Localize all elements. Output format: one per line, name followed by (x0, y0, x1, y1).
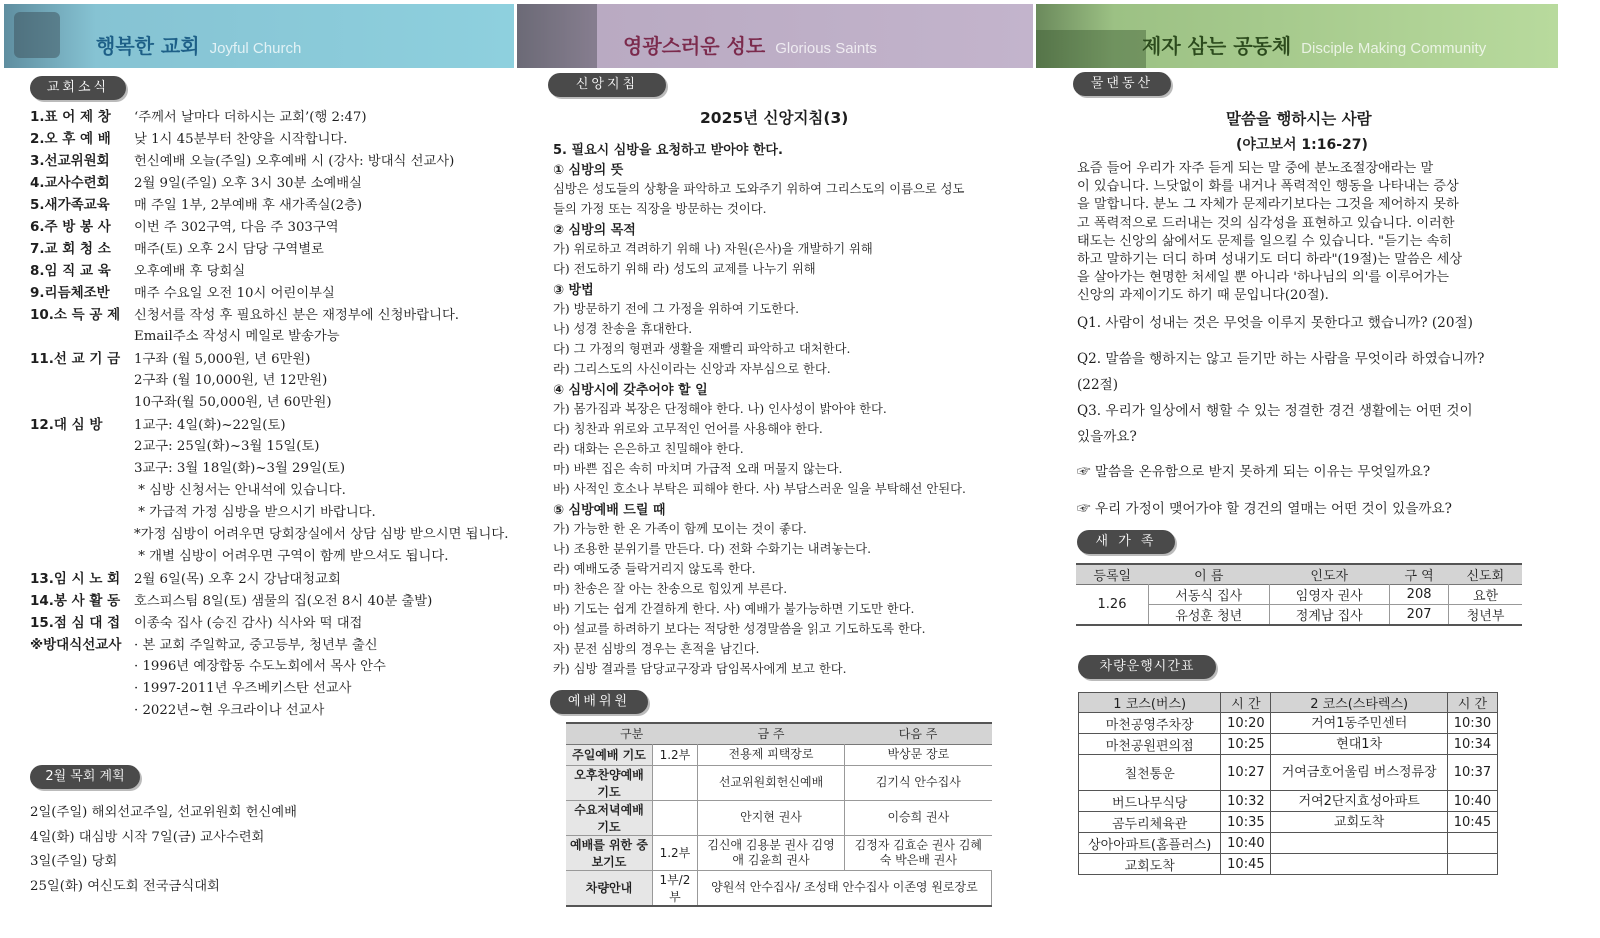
table-header: 인도자 (1310, 569, 1349, 584)
news-item-text: 신청서를 작성 후 필요하신 분은 재정부에 신청바랍니다. (134, 308, 460, 323)
gift-icon (14, 12, 60, 58)
meditation-question: ☞ 우리 가정이 맺어가야 할 경건의 열매는 어떤 것이 있을까요? (1077, 501, 1452, 517)
table-cell: 10:30 (1453, 715, 1492, 731)
news-item (30, 303, 459, 323)
news-item-text: 매 주일 1부, 2부예배 후 새가족실(2층) (134, 198, 363, 213)
news-item-text: · 2022년~현 우크라이나 선교사 (134, 703, 325, 718)
faith-line: 가) 위로하고 격려하기 위해 나) 자원(은사)을 개발하기 위해 (553, 242, 873, 256)
news-item-text: · 1996년 예장합동 수도노회에서 목사 안수 (134, 659, 386, 674)
news-item (30, 413, 286, 433)
meditation-question: 있을까요? (1077, 429, 1137, 445)
table-row (566, 765, 992, 800)
plan-line: 2일(주일) 해외선교주일, 선교위원회 헌신예배 (30, 805, 297, 820)
table-header: 구 역 (1404, 569, 1434, 584)
table-cell: 청년부 (1466, 609, 1505, 624)
table-cell: 207 (1390, 605, 1449, 626)
news-item (30, 391, 332, 410)
news-item (30, 237, 324, 257)
meditation-line: 하고 말하기는 더디 하며 성내기도 더디 하라"(19절)는 말씀은 세상 (1077, 252, 1463, 267)
news-item (30, 149, 454, 169)
faith-line: 다) 전도하기 위해 라) 성도의 교제를 나누기 위해 (553, 262, 816, 276)
news-item (30, 655, 386, 674)
news-item-text: 헌신예배 오늘(주일) 오후예배 시 (강사: 방대식 선교사) (134, 154, 455, 169)
table-row (1079, 713, 1498, 734)
news-item-text: 이번 주 302구역, 다음 주 303구역 (134, 220, 339, 235)
table-cell: 유성훈 청년 (1149, 605, 1270, 626)
table-cell: 차량안내 (566, 870, 652, 906)
table-header: 신도회 (1466, 569, 1505, 584)
table-cell: 정계남 집사 (1269, 605, 1390, 626)
news-item (30, 567, 341, 587)
news-item-label: 13.임 시 노 회 (30, 571, 121, 587)
faith-line: ③ 방법 (553, 283, 594, 298)
meditation-title: 말씀을 행하시는 사람 (1226, 110, 1372, 128)
table-cell: 10:40 (1221, 833, 1271, 854)
table-cell: 1부/2부 (652, 870, 697, 906)
table-cell: 거여2단지효성아파트 (1271, 791, 1448, 812)
faith-line: 나) 조용한 분위기를 만든다. 다) 전화 수화기는 내려놓는다. (553, 542, 871, 556)
meditation-question: (22절) (1077, 377, 1119, 393)
meditation-line: 요즘 들어 우리가 자주 듣게 되는 말 중에 분노조절장애라는 말 (1077, 161, 1434, 176)
news-item (30, 259, 245, 279)
table-cell (1447, 854, 1497, 875)
table-cell: 김신애 김용분 권사 김영애 김윤희 권사 (697, 835, 844, 870)
faith-line: ⑤ 심방예배 드릴 때 (553, 503, 666, 518)
table-cell: 10:25 (1221, 734, 1271, 755)
faith-line: 라) 대화는 은은하고 친밀해야 한다. (553, 442, 744, 456)
table-cell: 208 (1390, 585, 1449, 605)
faith-line: 들의 가정 또는 직장을 방문하는 것이다. (553, 202, 767, 216)
table-cell: 김정자 김효순 권사 김혜숙 박은배 권사 (854, 837, 983, 867)
table-cell: 10:27 (1221, 755, 1271, 791)
news-item (30, 501, 376, 520)
faith-line: ② 심방의 목적 (553, 223, 636, 238)
table-header: 구분 (620, 727, 644, 742)
faith-line: ④ 심방시에 갖추어야 할 일 (553, 383, 708, 398)
news-item (30, 611, 362, 631)
table-header: 1 코스(버스) (1079, 693, 1221, 713)
table-cell: 거여1동주민센터 (1271, 713, 1448, 734)
news-item-label: 8.임 직 교 육 (30, 263, 111, 279)
table-cell: 10:35 (1221, 812, 1271, 833)
faith-line: 바) 기도는 쉽게 간결하게 한다. 사) 예배가 불가능하면 기도만 한다. (553, 602, 915, 616)
news-item (30, 281, 335, 301)
faith-line: 마) 바쁜 집은 속히 마치며 가급적 오래 머물지 않는다. (553, 462, 843, 476)
meditation-reference: (야고보서 1:16-27) (1236, 137, 1368, 153)
news-item-text: * 심방 신청서는 안내석에 있습니다. (134, 483, 346, 498)
header-title-en: Glorious Saints (775, 40, 877, 57)
news-item-text: 10구좌(월 50,000원, 년 60만원) (134, 395, 332, 410)
table-cell (1447, 833, 1497, 854)
header-disciple-community (1036, 4, 1558, 68)
plan-line: 3일(주일) 당회 (30, 854, 118, 869)
faith-line: 라) 그리스도의 사신이라는 신앙과 자부심으로 한다. (553, 362, 831, 376)
table-cell: 10:32 (1221, 791, 1271, 812)
news-item-label: 14.봉 사 활 동 (30, 593, 121, 609)
table-cell: 칠천통운 (1079, 755, 1221, 791)
table-row (1079, 734, 1498, 755)
table-cell: 10:45 (1221, 854, 1271, 875)
faith-line: 나) 성경 찬송을 휴대한다. (553, 322, 693, 336)
table-row (1079, 833, 1498, 854)
table-cell: 수요저녁예배 기도 (566, 800, 652, 835)
news-item-label: 5.새가족교육 (30, 197, 110, 213)
table-cell: 1.2부 (652, 835, 697, 870)
meditation-line: 신앙의 과제이기도 하기 때 문입니다(20절). (1077, 288, 1329, 304)
table-row (566, 800, 992, 835)
meditation-question: ☞ 말씀을 온유함으로 받지 못하게 되는 이유는 무엇일까요? (1077, 464, 1431, 480)
faith-line: 가) 가능한 한 온 가족이 함께 모이는 것이 좋다. (553, 522, 807, 536)
table-cell: 임영자 권사 (1269, 585, 1390, 605)
news-item-label: 2.오 후 예 배 (30, 131, 111, 147)
table-header: 금 주 (757, 727, 785, 742)
table-header: 이 름 (1194, 569, 1224, 584)
meditation-question: Q3. 우리가 일상에서 행할 수 있는 정결한 경건 생활에는 어떤 것이 (1077, 403, 1473, 419)
news-item-label: 7.교 회 청 소 (30, 241, 111, 257)
header-joyful-church (4, 4, 514, 68)
faith-line: 가) 방문하기 전에 그 가정을 위하여 기도한다. (553, 302, 799, 316)
table-cell: 요한 (1473, 589, 1499, 604)
table-cell: 양원석 안수집사/ 조성태 안수집사 이존영 원로장로 (697, 870, 991, 906)
worship-tag: 예배위원 (550, 690, 648, 714)
table-cell: 거여금호어울림 버스정류장 (1271, 755, 1448, 791)
table-cell: 박상문 장로 (887, 747, 950, 761)
meditation-line: 이 있습니다. 느닷없이 화를 내거나 폭력적인 행동을 나타내는 증상 (1077, 179, 1459, 195)
table-row (566, 835, 992, 870)
news-item (30, 523, 508, 542)
faith-title: 2025년 신앙지침(3) (700, 109, 849, 127)
news-item-text: 3교구: 3월 18일(화)~3월 29일(토) (134, 461, 346, 476)
table-row (1079, 791, 1498, 812)
faith-line: 5. 필요시 심방을 요청하고 받아야 한다. (553, 143, 783, 158)
table-cell: 곰두리체육관 (1079, 812, 1221, 833)
news-item-text: 호스피스팀 8일(토) 샘물의 집(오전 8시 40분 출발) (134, 594, 433, 609)
landscape-photo-icon (1036, 30, 1146, 68)
news-item-text: 매주 수요일 오전 10시 어린이부실 (134, 286, 335, 301)
news-item (30, 215, 339, 235)
news-tag: 교회소식 (30, 76, 126, 100)
news-item (30, 369, 327, 388)
news-item-label: 1.표 어 제 창 (30, 109, 111, 125)
news-item-label: 15.점 심 대 접 (30, 615, 121, 631)
table-cell: 10:34 (1453, 736, 1492, 752)
table-row (1079, 854, 1498, 875)
news-item-label: 12.대 심 방 (30, 417, 103, 433)
faith-line: 마) 찬송은 잘 아는 찬송으로 힘있게 부른다. (553, 582, 788, 596)
news-item-label: 4.교사수련회 (30, 175, 110, 191)
news-item (30, 435, 320, 454)
table-cell: 예배를 위한 중보기도 (566, 835, 652, 870)
news-item-text: · 1997-2011년 우즈베키스탄 선교사 (134, 681, 352, 696)
news-item-label: 10.소 득 공 제 (30, 307, 121, 323)
news-item (30, 699, 324, 718)
news-item (30, 633, 378, 653)
table-row (566, 870, 992, 906)
table-cell (652, 800, 697, 835)
news-item (30, 171, 362, 191)
news-item-text: * 가급적 가정 심방을 받으시기 바랍니다. (134, 505, 376, 520)
table-cell: 김기식 안수집사 (875, 775, 961, 789)
table-header: 2 코스(스타렉스) (1271, 693, 1448, 713)
header-title-en: Disciple Making Community (1301, 40, 1487, 57)
news-item (30, 545, 448, 564)
news-item (30, 457, 345, 476)
news-item (30, 479, 346, 498)
news-item (30, 127, 348, 147)
table-cell-date: 1.26 (1076, 585, 1149, 626)
news-item-text: *가정 심방이 어려우면 당회장실에서 상담 심방 받으시면 됩니다. (134, 527, 509, 542)
header-title-ko: 영광스러운 성도 (623, 34, 766, 58)
news-item-text: 2교구: 25일(화)~3월 15일(토) (134, 439, 320, 454)
meditation-line: 태도는 신앙의 삶에서도 문제를 일으킬 수 있습니다. "듣기는 속히 (1077, 233, 1453, 249)
faith-line: 카) 심방 결과를 담당교구장과 담임목사에게 보고 한다. (553, 662, 847, 676)
meditation-line: 고 폭력적으로 드러내는 것의 심각성을 표현하고 있습니다. 이러한 (1077, 215, 1455, 231)
table-cell: 10:20 (1221, 713, 1271, 734)
faith-line: ① 심방의 뜻 (553, 163, 624, 178)
faith-tag: 신앙지침 (548, 73, 666, 97)
header-title-ko: 제자 삼는 공동체 (1142, 34, 1292, 58)
table-cell: 1.2부 (652, 744, 697, 765)
table-row (566, 744, 992, 765)
header-title-ko: 행복한 교회 (96, 34, 200, 58)
new-family-table (1076, 563, 1522, 626)
table-row (1079, 755, 1498, 791)
news-item (30, 325, 340, 344)
news-item-text: 1구좌 (월 5,000원, 년 6만원) (134, 352, 311, 367)
news-item-text: 매주(토) 오후 2시 담당 구역별로 (134, 242, 324, 257)
table-cell: 전용제 피택장로 (697, 744, 844, 765)
plan-line: 25일(화) 여신도회 전국금식대회 (30, 878, 220, 894)
table-cell: 마천공원편의점 (1079, 734, 1221, 755)
table-cell: 10:45 (1453, 814, 1492, 830)
meditation-question: Q2. 말씀을 행하지는 않고 듣기만 하는 사람을 무엇이라 하였습니까? (1077, 351, 1485, 367)
bus-schedule-tag: 차량운행시간표 (1078, 655, 1216, 679)
meditation-question: Q1. 사람이 성내는 것은 무엇을 이루지 못한다고 했습니까? (20절) (1077, 315, 1473, 331)
hand-photo-icon (517, 4, 597, 68)
meditation-line: 을 살아가는 현명한 처세일 뿐 아니라 '하나님의 의'를 이루어가는 (1077, 270, 1450, 286)
news-item (30, 105, 367, 125)
meditation-tag: 물댄동산 (1073, 72, 1171, 96)
faith-line: 바) 사적인 호소나 부탁은 피해야 한다. 사) 부담스러운 일을 부탁해선 안된다. (553, 482, 966, 496)
table-cell: 교회도착 (1271, 812, 1448, 833)
table-cell: 마천공영주차장 (1079, 713, 1221, 734)
table-cell: 현대1차 (1271, 734, 1448, 755)
news-item-label: 6.주 방 봉 사 (30, 219, 111, 235)
news-item-text: 2구좌 (월 10,000원, 년 12만원) (134, 373, 328, 388)
news-item-label: 3.선교위원회 (30, 153, 110, 169)
news-item-label: 11.선 교 기 금 (30, 351, 121, 367)
news-item-text: 오후예배 후 당회실 (134, 264, 246, 279)
newfamily-tag: 새 가 족 (1077, 530, 1175, 554)
table-cell (652, 765, 697, 800)
bus-schedule-table (1078, 692, 1498, 875)
meditation-line: 을 말합니다. 분노 그 자체가 문제라기보다는 그것을 제어하지 못하 (1077, 197, 1459, 213)
faith-line: 아) 설교를 하려하기 보다는 적당한 성경말씀을 읽고 기도하도록 한다. (553, 622, 926, 636)
table-cell: 안지현 권사 (697, 800, 844, 835)
news-item-text: 1교구: 4일(화)~22일(토) (134, 418, 286, 433)
news-item-text: * 개별 심방이 어려우면 구역이 함께 받으셔도 됩니다. (134, 549, 449, 564)
table-cell: 10:37 (1453, 765, 1492, 780)
table-header: 시 간 (1221, 693, 1271, 713)
table-cell: 이승희 권사 (887, 810, 950, 824)
table-cell: 버드나무식당 (1079, 791, 1221, 812)
table-cell: 오후찬양예배 기도 (566, 765, 652, 800)
table-cell: 선교위원회헌신예배 (697, 765, 844, 800)
table-header: 시 간 (1457, 697, 1488, 712)
table-row (1079, 812, 1498, 833)
header-glorious-saints (517, 4, 1033, 68)
news-item-text: 이종숙 집사 (승진 감사) 식사와 떡 대접 (134, 616, 363, 631)
plan-line: 4일(화) 대심방 시작 7일(금) 교사수련회 (30, 829, 265, 845)
worship-committee-table (566, 722, 992, 907)
plan-tag: 2월 목회 계획 (30, 765, 140, 789)
faith-line: 가) 몸가짐과 복장은 단정해야 한다. 나) 인사성이 밝아야 한다. (553, 402, 887, 416)
news-item-text: 2월 9일(주일) 오후 3시 30분 소예배실 (134, 176, 362, 191)
news-item (30, 589, 432, 609)
faith-line: 다) 칭찬과 위로와 고무적인 언어를 사용해야 한다. (553, 422, 823, 436)
table-cell: 상아아파트(홈플러스) (1079, 833, 1221, 854)
faith-line: 다) 그 가정의 형편과 생활을 재빨리 파악하고 대처한다. (553, 342, 851, 356)
news-item-text: · 본 교회 주일학교, 중고등부, 청년부 출신 (134, 638, 378, 653)
table-cell (1271, 833, 1448, 854)
faith-line: 심방은 성도들의 상황을 파악하고 도와주기 위하여 그리스도의 이름으로 성도 (553, 182, 965, 196)
news-item-text: Email주소 작성시 메일로 발송가능 (134, 329, 340, 344)
faith-line: 자) 문전 심방의 경우는 흔적을 남긴다. (553, 642, 760, 656)
news-item-text: 2월 6일(목) 오후 2시 강남대청교회 (134, 572, 341, 587)
news-item (30, 677, 352, 696)
news-item (30, 193, 362, 213)
table-cell: 주일예배 기도 (566, 744, 652, 765)
table-header: 다음 주 (898, 727, 938, 742)
table-cell: 10:40 (1453, 793, 1492, 809)
header-title-en: Joyful Church (209, 40, 302, 57)
table-cell: 서동식 집사 (1149, 585, 1270, 605)
news-item-label: ※방대식선교사 (30, 637, 122, 653)
news-item-text: 낮 1시 45분부터 찬양을 시작합니다. (134, 132, 348, 147)
table-cell: 교회도착 (1079, 854, 1221, 875)
news-item (30, 347, 310, 367)
news-item-label: 9.리듬체조반 (30, 285, 110, 301)
faith-line: 라) 예배도중 들락거리지 않도록 한다. (553, 562, 756, 576)
table-cell (1271, 854, 1448, 875)
news-item-text: ‘주께서 날마다 더하시는 교회’(행 2:47) (134, 110, 367, 125)
table-header: 등록일 (1093, 569, 1132, 584)
